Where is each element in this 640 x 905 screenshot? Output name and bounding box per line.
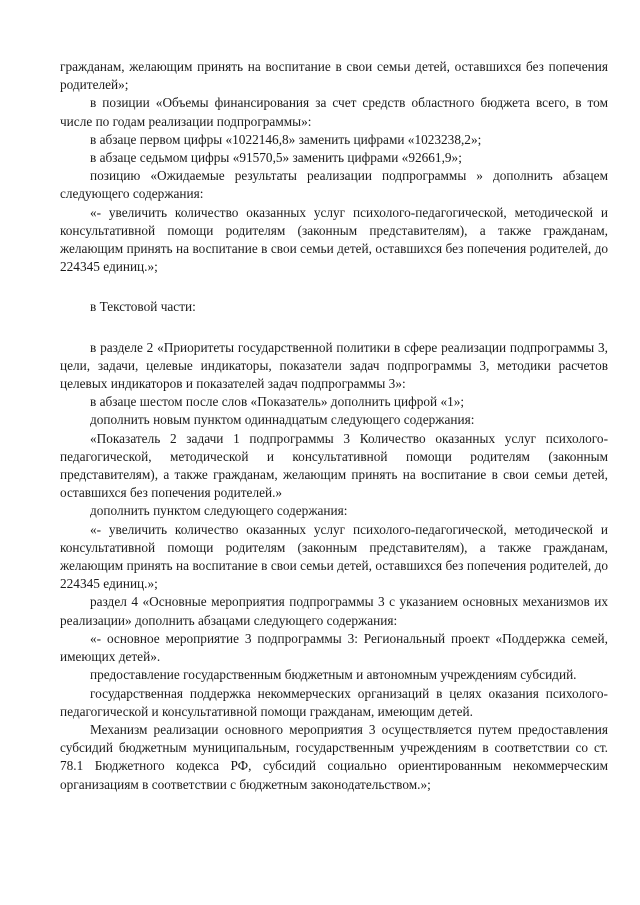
paragraph: дополнить новым пунктом одиннадцатым следующего содержания: bbox=[90, 412, 475, 428]
paragraph: государственная поддержка некоммерческих организаций в целях оказания психолого-педагогической и консультативной помощи гражданам, имеющим детей. bbox=[60, 685, 608, 719]
paragraph: в абзаце седьмом цифры «91570,5» заменить цифрами «92661,9»; bbox=[90, 150, 462, 166]
paragraph: раздел 4 «Основные мероприятия подпрограммы 3 с указанием основных механизмов их реализации» дополнить абзацами следующего содержания: bbox=[60, 594, 608, 628]
paragraph: Механизм реализации основного мероприятия 3 осуществляется путем предоставления субсидий бюджетным муниципальным, государственным учреждениям в соответствии со ст. 78.1 Бюджетного кодекса РФ, субсидий социально ориентированным некоммерческим организациям в соответствии с бюджетным законодательством.»; bbox=[60, 721, 608, 792]
paragraph: предоставление государственным бюджетным и автономным учреждениям субсидий. bbox=[90, 667, 577, 683]
blank-line bbox=[60, 276, 608, 298]
paragraph: в абзаце шестом после слов «Показатель» дополнить цифрой «1»; bbox=[90, 394, 465, 410]
blank-line bbox=[60, 317, 608, 339]
paragraph: «Показатель 2 задачи 1 подпрограммы 3 Количество оказанных услуг психолого-педагогической, методической и консультативной помощи родителям (законным представителям), а также гражданам, желающим принять на воспитание в свои семьи детей, оставшихся без попечения родителей.» bbox=[60, 430, 608, 501]
paragraph: «- увеличить количество оказанных услуг психолого-педагогической, методической и консультативной помощи родителям (законным представителям), а также гражданам, желающим принять на воспитание в свои семьи детей, оставшихся без попечения родителей, до 224345 единиц.»; bbox=[60, 204, 608, 275]
section-heading: в Текстовой части: bbox=[90, 299, 196, 315]
paragraph: в позиции «Объемы финансирования за счет средств областного бюджета всего, в том числе по годам реализации подпрограммы»: bbox=[60, 95, 608, 129]
paragraph: гражданам, желающим принять на воспитание в свои семьи детей, оставшихся без попечения родителей»; bbox=[60, 59, 608, 93]
paragraph: «- основное мероприятие 3 подпрограммы 3: Региональный проект «Поддержка семей, имеющих детей». bbox=[60, 630, 608, 665]
paragraph: в разделе 2 «Приоритеты государственной политики в сфере реализации подпрограммы 3, цели, задачи, целевые индикаторы, показатели задач подпрограммы 3, методики расчетов целевых индикаторов и показателей задач подпрограммы 3»: bbox=[60, 339, 608, 392]
paragraph: позицию «Ожидаемые результаты реализации подпрограммы » дополнить абзацем следующего содержания: bbox=[60, 168, 608, 202]
paragraph: в абзаце первом цифры «1022146,8» заменить цифрами «1023238,2»; bbox=[90, 131, 482, 147]
paragraph: «- увеличить количество оказанных услуг психолого-педагогической, методической и консультативной помощи родителям (законным представителям), а также гражданам, желающим принять на воспитание в свои семьи детей, оставшихся без попечения родителей, до 224345 единиц.»; bbox=[60, 521, 608, 592]
paragraph: дополнить пунктом следующего содержания: bbox=[90, 503, 348, 519]
